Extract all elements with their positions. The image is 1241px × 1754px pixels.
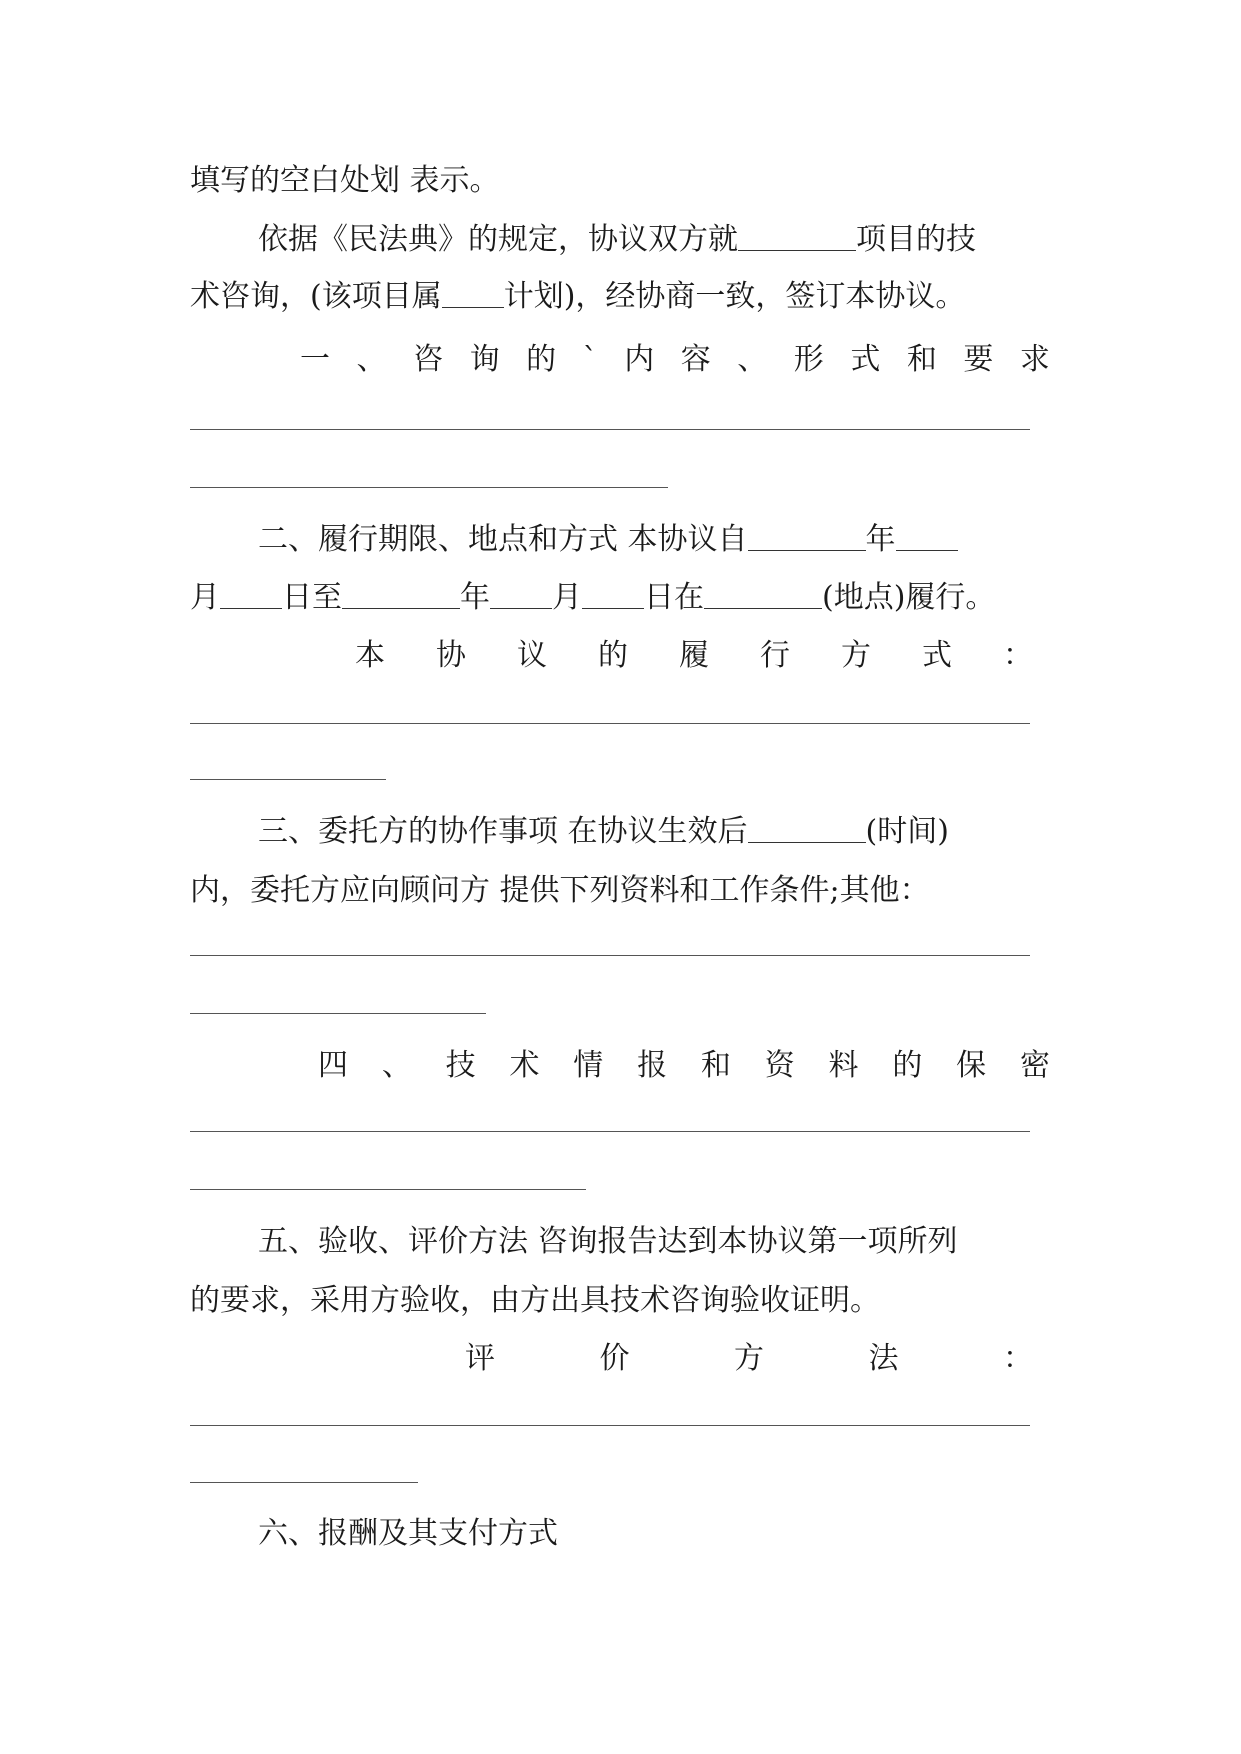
section-6-text: 六、报酬及其支付方式 [258, 1516, 558, 1551]
label-char: 议 [517, 638, 547, 673]
heading-char: 内 [624, 342, 655, 377]
preamble-text-2: 项目的技 [856, 222, 976, 257]
section-4-heading [318, 1044, 1050, 1088]
heading-char: 容 [680, 342, 711, 377]
section-3-text: 三、委托方的协作事项 在协议生效后 [258, 814, 748, 849]
section-2-method-label [355, 634, 1033, 678]
label-char: 履 [679, 638, 709, 673]
heading-char: 术 [509, 1048, 540, 1083]
preamble-text-1: 依据《民法典》的规定，协议双方就 [258, 222, 738, 257]
fill-in-rule[interactable] [190, 779, 386, 780]
heading-char: 密 [1019, 1048, 1050, 1083]
label-char: 法 [868, 1341, 899, 1376]
heading-char: 和 [700, 1048, 731, 1083]
preamble-text-4: 计划)，经协商一致，签订本协议。 [503, 279, 966, 314]
label-char: 评 [465, 1341, 495, 1376]
fill-in-rule[interactable] [190, 1425, 1030, 1426]
section-5-evaluation-label [465, 1337, 1033, 1381]
heading-char: 、 [381, 1048, 412, 1083]
heading-char: 咨 [413, 342, 444, 377]
heading-char: 求 [1019, 342, 1050, 377]
section-5-text: 的要求，采用方验收，由方出具技术咨询验收证明。 [190, 1283, 880, 1318]
fill-in-rule[interactable] [190, 1189, 586, 1190]
section-3-text: (时间) [865, 814, 949, 849]
heading-char: 资 [764, 1048, 795, 1083]
section-2-text: 年 [865, 522, 896, 557]
heading-char: 式 [850, 342, 881, 377]
heading-char: 询 [469, 342, 500, 377]
heading-char: 技 [445, 1048, 476, 1083]
time-blank[interactable] [748, 812, 866, 843]
end-day-blank[interactable] [582, 578, 644, 609]
heading-char: 的 [892, 1048, 923, 1083]
fill-in-rule[interactable] [190, 955, 1030, 956]
heading-char: 形 [793, 342, 824, 377]
section-2-text: 二、履行期限、地点和方式 本协议自 [258, 522, 748, 557]
label-char: 方 [841, 638, 871, 673]
heading-char: 情 [573, 1048, 604, 1083]
section-1-heading [300, 338, 1050, 382]
section-3-text: 内，委托方应向顾问方 提供下列资料和工作条件;其他： [190, 873, 930, 908]
start-month-blank-cont[interactable] [220, 578, 282, 609]
label-char: 本 [355, 638, 385, 673]
label-char: 协 [436, 638, 466, 673]
label-char: ： [1003, 638, 1033, 673]
end-year-blank[interactable] [342, 578, 460, 609]
intro-note [190, 159, 1050, 203]
fill-in-rule[interactable] [190, 1482, 418, 1483]
section-2-text: 月 [552, 580, 582, 615]
plan-name-blank[interactable] [442, 277, 504, 308]
preamble-line-1 [258, 218, 1050, 262]
section-5-text: 五、验收、评价方法 咨询报告达到本协议第一项所列 [258, 1224, 958, 1259]
heading-char: 保 [956, 1048, 987, 1083]
heading-char: 要 [963, 342, 994, 377]
preamble-line-2 [190, 275, 1050, 319]
heading-char: ` [582, 342, 598, 377]
fill-in-rule[interactable] [190, 723, 1030, 724]
section-6-heading [258, 1512, 1050, 1556]
heading-char: 料 [828, 1048, 859, 1083]
preamble-text-3: 术咨询，(该项目属 [190, 279, 442, 314]
heading-char: 、 [737, 342, 768, 377]
start-month-blank[interactable] [896, 520, 958, 551]
start-year-blank[interactable] [748, 520, 866, 551]
fill-in-rule[interactable] [190, 487, 668, 488]
section-3-line-1 [258, 810, 1050, 854]
heading-char: 的 [526, 342, 557, 377]
label-char: ： [1003, 1341, 1033, 1376]
label-char: 的 [598, 638, 628, 673]
section-2-line-1 [258, 518, 1050, 562]
label-char: 价 [599, 1341, 630, 1376]
fill-in-rule[interactable] [190, 1131, 1030, 1132]
label-char: 式 [922, 638, 952, 673]
section-3-line-2 [190, 869, 1050, 913]
section-2-text: 日在 [644, 580, 704, 615]
end-month-blank[interactable] [490, 578, 552, 609]
section-2-text: (地点)履行。 [822, 580, 996, 615]
section-2-text: 日至 [282, 580, 342, 615]
section-5-line-2 [190, 1279, 1050, 1323]
heading-char: 报 [637, 1048, 668, 1083]
section-2-line-2 [190, 576, 1050, 620]
label-char: 方 [734, 1341, 764, 1376]
heading-char: 四 [318, 1048, 348, 1083]
intro-note-text: 填写的空白处划 表示。 [190, 163, 500, 198]
location-blank[interactable] [704, 578, 822, 609]
fill-in-rule[interactable] [190, 1013, 486, 1014]
section-2-text: 年 [460, 580, 490, 615]
section-5-line-1 [258, 1220, 1050, 1264]
project-name-blank[interactable] [738, 220, 856, 251]
heading-char: 和 [906, 342, 937, 377]
fill-in-rule[interactable] [190, 429, 1030, 430]
heading-char: 一 [300, 342, 330, 377]
heading-char: 、 [356, 342, 387, 377]
label-char: 行 [760, 638, 790, 673]
section-2-text: 月 [190, 580, 220, 615]
